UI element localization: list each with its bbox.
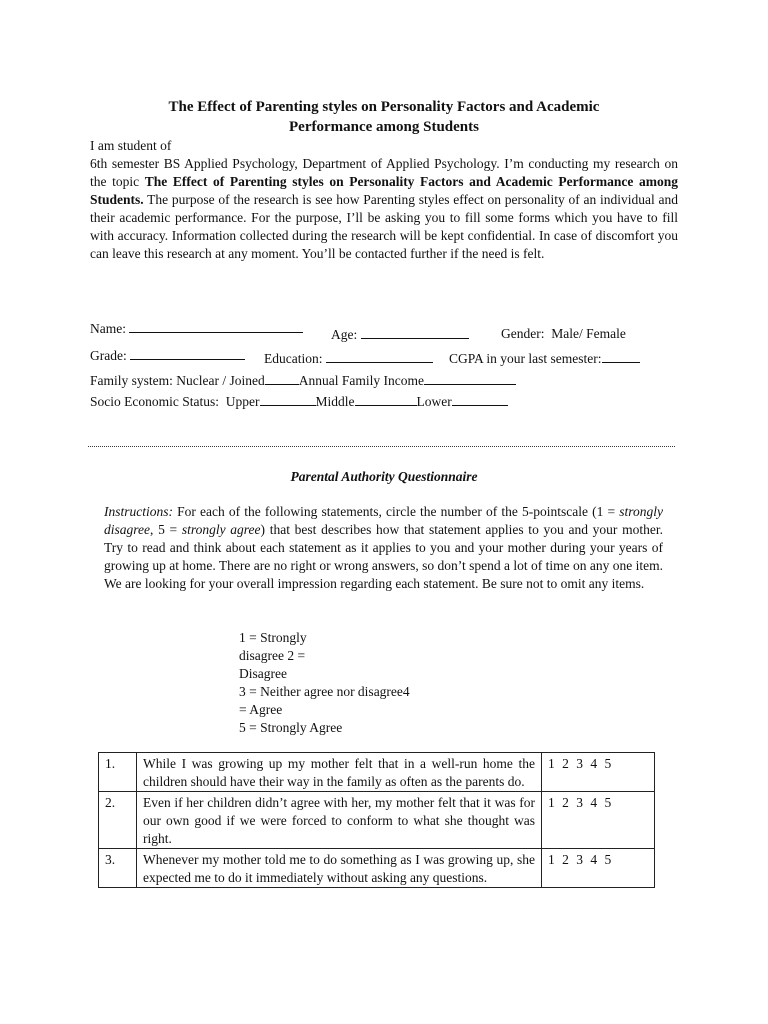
title-line-2: Performance among Students [289,119,479,135]
instructions-label: Instructions: [104,504,173,519]
table-row [99,753,655,792]
item-number: 2. [99,792,137,849]
name-label: Name: [90,321,126,336]
upper-field[interactable] [260,392,316,406]
socio-row [90,392,508,411]
annual-income-label: Annual Family Income [298,373,424,388]
cgpa-label: CGPA in your last semester: [449,351,602,366]
age-label: Age: [331,327,358,342]
instructions-paragraph [104,503,663,593]
middle-label: Middle [315,394,355,409]
family-system-field[interactable] [265,371,299,385]
instructions-text-b: , 5 = [150,522,182,537]
scale-line: disagree 2 = [239,648,306,663]
middle-field[interactable] [355,392,417,406]
intro-topic-bold: The Effect of Parenting styles on Personality Factors and Academic Performance among Students. [90,174,678,207]
lower-label: Lower [416,394,452,409]
grade-field[interactable] [130,346,245,360]
table-row [99,849,655,888]
gender-options[interactable]: Male/ Female [551,326,626,341]
family-row [90,371,516,390]
cgpa-row [449,349,640,368]
intro-first-line: I am student of [90,138,172,153]
item-number: 3. [99,849,137,888]
grade-label: Grade: [90,348,127,363]
age-field[interactable] [361,325,469,339]
grade-row [90,346,245,365]
item-statement: Even if her children didn’t agree with her, my mother felt that it was for our own good if we were forced to conform to what she thought was right. [137,792,542,849]
education-label: Education: [264,351,323,366]
rating-scale-legend [239,629,449,737]
scale-line: 1 = Strongly [239,630,307,645]
annual-income-field[interactable] [424,371,516,385]
age-row [331,325,469,344]
name-row [90,319,303,338]
questionnaire-table [98,752,655,888]
item-number: 1. [99,753,137,792]
education-row [264,349,433,368]
item-rating-options[interactable]: 1 2 3 4 5 [542,753,655,792]
lower-field[interactable] [452,392,508,406]
item-rating-options[interactable]: 1 2 3 4 5 [542,792,655,849]
document-title [90,97,678,137]
socio-label: Socio Economic Status: [90,394,219,409]
intro-paragraph [90,155,678,263]
education-field[interactable] [326,349,433,363]
scale-line: 5 = Strongly Agree [239,720,343,735]
scale-line: Disagree [239,666,287,681]
intro-text-2: The purpose of the research is see how Parenting styles effect on personality of an individual and their academic performance. For the purpose, I’ll be asking you to fill some forms which you have to fill with accuracy. Information collected during the research will be kept confidential. In case of discomfort you can leave this research at any moment. You’ll be contacted further if the need is felt. [90,192,678,261]
scale-line: = Agree [239,702,283,717]
item-rating-options[interactable]: 1 2 3 4 5 [542,849,655,888]
gender-label: Gender: [501,326,545,341]
section-divider [88,446,675,447]
item-statement: Whenever my mother told me to do something as I was growing up, she expected me to do it immediately without asking any questions. [137,849,542,888]
table-row [99,792,655,849]
scale-line: 3 = Neither agree nor disagree4 [239,684,410,699]
instructions-strongly-disagree: strongly disagree [104,504,663,537]
item-statement: While I was growing up my mother felt that in a well-run home the children should have their way in the family as often as the parents do. [137,753,542,792]
upper-label: Upper [225,394,260,409]
questionnaire-title: Parental Authority Questionnaire [290,469,478,484]
cgpa-field[interactable] [602,349,640,363]
instructions-text-a: For each of the following statements, circle the number of the 5-pointscale (1 = [173,504,620,519]
instructions-text-c: ) that best describes how that statement applies to you and your mother. Try to read and think about each statement as it applies to you and your mother during your years of growing up at home. There are no right or wrong answers, so don’t spend a lot of time on any one item. We are looking for your overall impression regarding each statement. Be sure not to omit any items. [104,522,663,591]
title-line-1: The Effect of Parenting styles on Personality Factors and Academic [168,99,600,115]
instructions-strongly-agree: strongly agree [181,522,261,537]
family-system-label: Family system: Nuclear / Joined [90,373,265,388]
name-field[interactable] [129,319,303,333]
intro-text-1: 6th semester BS Applied Psychology, Department of Applied Psychology. I’m conducting my research on the topic [90,156,678,189]
gender-row [501,325,626,343]
